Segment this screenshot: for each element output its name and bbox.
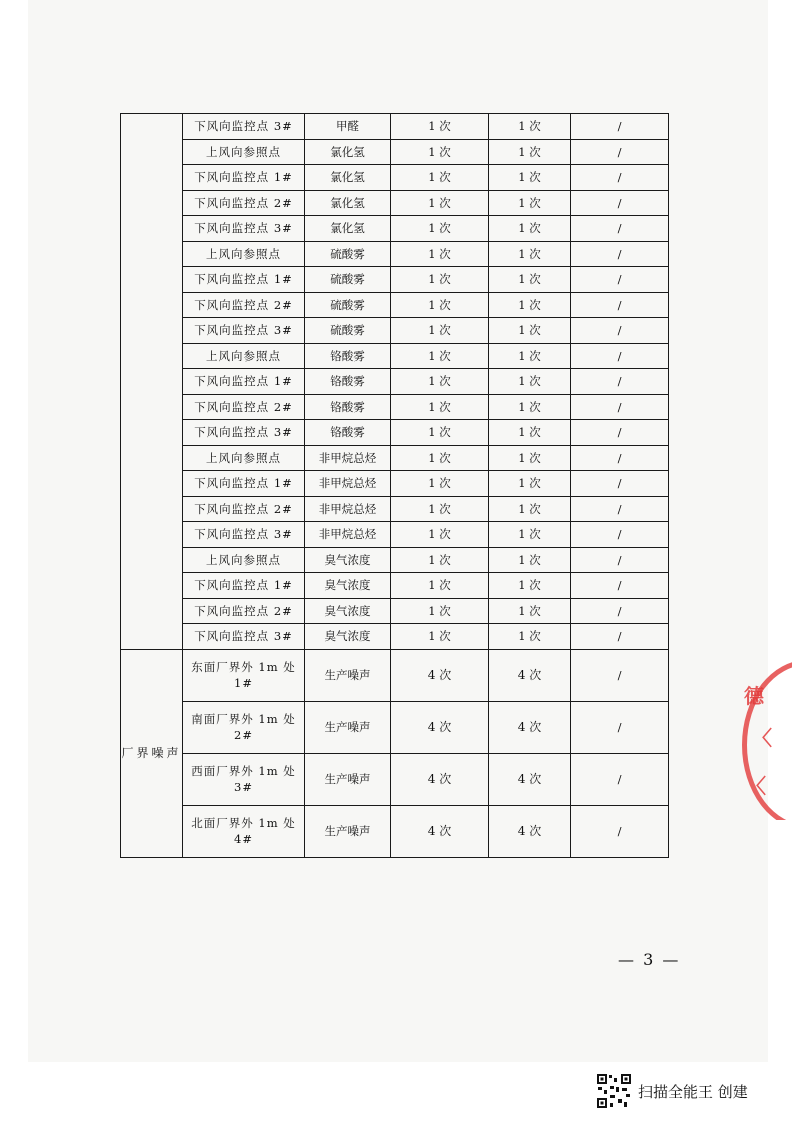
frequency-b-cell: 1 次: [489, 369, 571, 395]
note-cell: /: [571, 394, 669, 420]
frequency-a-cell: 1 次: [391, 573, 489, 599]
note-cell: /: [571, 114, 669, 140]
item-cell: 硫酸雾: [305, 241, 391, 267]
frequency-b-cell: 1 次: [489, 114, 571, 140]
item-cell: 非甲烷总烃: [305, 445, 391, 471]
note-cell: /: [571, 165, 669, 191]
table-row: [121, 114, 669, 140]
table-row: [121, 241, 669, 267]
frequency-a-cell: 1 次: [391, 394, 489, 420]
note-cell: /: [571, 649, 669, 701]
location-cell: 北面厂界外 1m 处 4#: [183, 805, 305, 857]
item-cell: 生产噪声: [305, 805, 391, 857]
location-cell: 下风向监控点 3#: [183, 114, 305, 140]
table-row: [121, 190, 669, 216]
scanner-app-label: 扫描全能王 创建: [638, 1082, 748, 1101]
item-cell: 铬酸雾: [305, 394, 391, 420]
frequency-a-cell: 4 次: [391, 753, 489, 805]
frequency-a-cell: 1 次: [391, 445, 489, 471]
category-cell: 厂界噪声: [121, 649, 183, 857]
frequency-b-cell: 1 次: [489, 139, 571, 165]
item-cell: 铬酸雾: [305, 420, 391, 446]
frequency-a-cell: 1 次: [391, 241, 489, 267]
table-row: [121, 420, 669, 446]
location-cell: 上风向参照点: [183, 547, 305, 573]
monitoring-table: [120, 113, 669, 858]
frequency-a-cell: 1 次: [391, 292, 489, 318]
table-row: [121, 216, 669, 242]
item-cell: 硫酸雾: [305, 318, 391, 344]
table-row: [121, 701, 669, 753]
note-cell: /: [571, 573, 669, 599]
frequency-b-cell: 1 次: [489, 445, 571, 471]
location-cell: 下风向监控点 2#: [183, 190, 305, 216]
item-cell: 非甲烷总烃: [305, 522, 391, 548]
item-cell: 臭气浓度: [305, 624, 391, 650]
category-cell-continued: [121, 114, 183, 650]
table-row: [121, 471, 669, 497]
scanner-footer: [596, 1072, 748, 1110]
table-row: [121, 165, 669, 191]
page-number: — 3 —: [618, 950, 681, 969]
frequency-a-cell: 4 次: [391, 649, 489, 701]
item-cell: 臭气浓度: [305, 573, 391, 599]
note-cell: /: [571, 624, 669, 650]
note-cell: /: [571, 369, 669, 395]
location-cell: 下风向监控点 3#: [183, 216, 305, 242]
table-row: [121, 805, 669, 857]
location-cell: 下风向监控点 1#: [183, 573, 305, 599]
frequency-a-cell: 1 次: [391, 190, 489, 216]
location-cell: 下风向监控点 3#: [183, 420, 305, 446]
frequency-b-cell: 1 次: [489, 471, 571, 497]
table-row: [121, 573, 669, 599]
table-row: [121, 624, 669, 650]
item-cell: 硫酸雾: [305, 267, 391, 293]
frequency-a-cell: 1 次: [391, 139, 489, 165]
table-row: [121, 369, 669, 395]
frequency-a-cell: 4 次: [391, 701, 489, 753]
frequency-a-cell: 4 次: [391, 805, 489, 857]
note-cell: /: [571, 598, 669, 624]
frequency-b-cell: 1 次: [489, 241, 571, 267]
location-cell: 下风向监控点 1#: [183, 471, 305, 497]
item-cell: 甲醛: [305, 114, 391, 140]
frequency-b-cell: 1 次: [489, 190, 571, 216]
frequency-b-cell: 1 次: [489, 267, 571, 293]
note-cell: /: [571, 420, 669, 446]
item-cell: 非甲烷总烃: [305, 496, 391, 522]
note-cell: /: [571, 753, 669, 805]
table-row: [121, 598, 669, 624]
item-cell: 铬酸雾: [305, 369, 391, 395]
frequency-b-cell: 1 次: [489, 292, 571, 318]
location-cell: 东面厂界外 1m 处 1#: [183, 649, 305, 701]
note-cell: /: [571, 471, 669, 497]
frequency-a-cell: 1 次: [391, 547, 489, 573]
note-cell: /: [571, 216, 669, 242]
frequency-b-cell: 1 次: [489, 496, 571, 522]
note-cell: /: [571, 343, 669, 369]
location-cell: 下风向监控点 2#: [183, 496, 305, 522]
table-row: [121, 292, 669, 318]
frequency-a-cell: 1 次: [391, 598, 489, 624]
note-cell: /: [571, 496, 669, 522]
note-cell: /: [571, 190, 669, 216]
frequency-b-cell: 4 次: [489, 701, 571, 753]
note-cell: /: [571, 318, 669, 344]
location-cell: 下风向监控点 3#: [183, 624, 305, 650]
item-cell: 氯化氢: [305, 190, 391, 216]
location-cell: 下风向监控点 3#: [183, 318, 305, 344]
item-cell: 生产噪声: [305, 649, 391, 701]
frequency-b-cell: 1 次: [489, 165, 571, 191]
frequency-b-cell: 1 次: [489, 598, 571, 624]
item-cell: 臭气浓度: [305, 547, 391, 573]
table-row: [121, 139, 669, 165]
item-cell: 铬酸雾: [305, 343, 391, 369]
frequency-a-cell: 1 次: [391, 343, 489, 369]
frequency-b-cell: 1 次: [489, 394, 571, 420]
frequency-a-cell: 1 次: [391, 369, 489, 395]
item-cell: 非甲烷总烃: [305, 471, 391, 497]
location-cell: 上风向参照点: [183, 241, 305, 267]
location-cell: 下风向监控点 1#: [183, 267, 305, 293]
location-cell: 下风向监控点 1#: [183, 369, 305, 395]
table-row: [121, 547, 669, 573]
qr-code-icon: [596, 1073, 632, 1109]
table-row: [121, 267, 669, 293]
location-cell: 下风向监控点 1#: [183, 165, 305, 191]
frequency-b-cell: 1 次: [489, 343, 571, 369]
frequency-a-cell: 1 次: [391, 522, 489, 548]
item-cell: 硫酸雾: [305, 292, 391, 318]
note-cell: /: [571, 445, 669, 471]
frequency-a-cell: 1 次: [391, 267, 489, 293]
frequency-b-cell: 1 次: [489, 547, 571, 573]
frequency-b-cell: 1 次: [489, 573, 571, 599]
frequency-a-cell: 1 次: [391, 216, 489, 242]
item-cell: 生产噪声: [305, 701, 391, 753]
frequency-a-cell: 1 次: [391, 318, 489, 344]
location-cell: 上风向参照点: [183, 445, 305, 471]
frequency-a-cell: 1 次: [391, 624, 489, 650]
frequency-a-cell: 1 次: [391, 471, 489, 497]
frequency-b-cell: 1 次: [489, 318, 571, 344]
note-cell: /: [571, 267, 669, 293]
frequency-b-cell: 1 次: [489, 216, 571, 242]
table-row: [121, 318, 669, 344]
location-cell: 上风向参照点: [183, 343, 305, 369]
note-cell: /: [571, 292, 669, 318]
table-row: [121, 343, 669, 369]
location-cell: 南面厂界外 1m 处 2#: [183, 701, 305, 753]
frequency-b-cell: 4 次: [489, 805, 571, 857]
location-cell: 下风向监控点 2#: [183, 292, 305, 318]
note-cell: /: [571, 701, 669, 753]
table-row: [121, 394, 669, 420]
frequency-a-cell: 1 次: [391, 165, 489, 191]
frequency-b-cell: 1 次: [489, 420, 571, 446]
frequency-b-cell: 1 次: [489, 522, 571, 548]
table-row: [121, 649, 669, 701]
note-cell: /: [571, 547, 669, 573]
table-row: [121, 445, 669, 471]
note-cell: /: [571, 139, 669, 165]
note-cell: /: [571, 241, 669, 267]
table-row: [121, 753, 669, 805]
location-cell: 下风向监控点 3#: [183, 522, 305, 548]
table-row: [121, 522, 669, 548]
frequency-b-cell: 4 次: [489, 649, 571, 701]
location-cell: 下风向监控点 2#: [183, 598, 305, 624]
location-cell: 上风向参照点: [183, 139, 305, 165]
location-cell: 下风向监控点 2#: [183, 394, 305, 420]
frequency-a-cell: 1 次: [391, 496, 489, 522]
table-row: [121, 496, 669, 522]
item-cell: 氯化氢: [305, 139, 391, 165]
item-cell: 生产噪声: [305, 753, 391, 805]
note-cell: /: [571, 805, 669, 857]
item-cell: 氯化氢: [305, 216, 391, 242]
frequency-b-cell: 1 次: [489, 624, 571, 650]
frequency-a-cell: 1 次: [391, 114, 489, 140]
frequency-a-cell: 1 次: [391, 420, 489, 446]
item-cell: 氯化氢: [305, 165, 391, 191]
item-cell: 臭气浓度: [305, 598, 391, 624]
company-seal: 德 〈 〈: [742, 660, 792, 820]
note-cell: /: [571, 522, 669, 548]
frequency-b-cell: 4 次: [489, 753, 571, 805]
location-cell: 西面厂界外 1m 处 3#: [183, 753, 305, 805]
